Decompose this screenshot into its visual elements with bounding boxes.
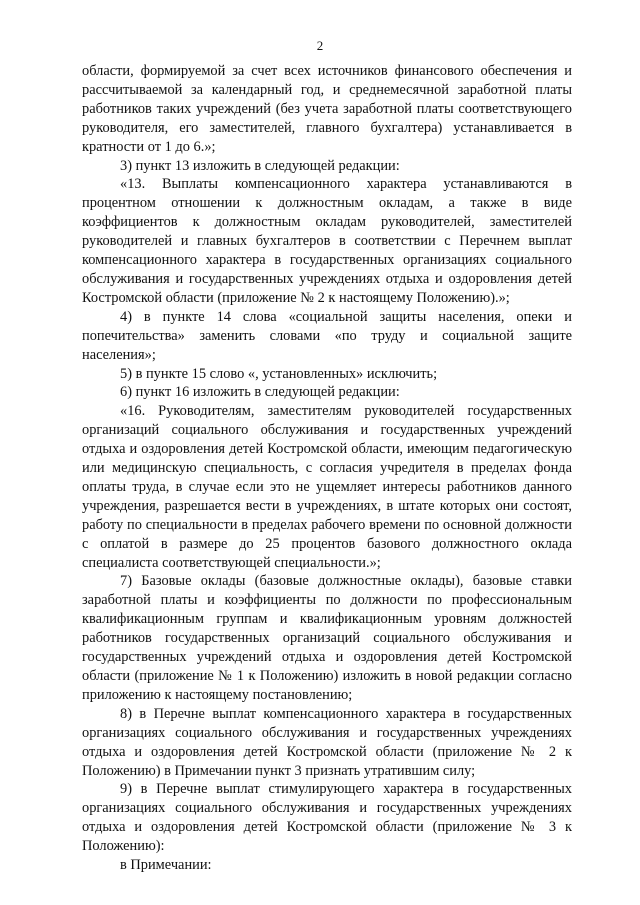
paragraph-clause-13: «13. Выплаты компенсационного характера устанавливаются в процентном отношении к должностным окладам, а также в виде коэффициентов к должностным окладам руководителей, заместителей руководителей и главных бухгалтеров в соответствии с Перечнем выплат компенсационного характера в государственных организациях социального обслуживания и государственных учреждениях отдыха и оздоровления детей Костромской области (приложение № 2 к настоящему Положению).»; <box>82 176 572 306</box>
paragraph-item-8: 8) в Перечне выплат компенсационного характера в государственных организациях социального обслуживания и государственных учреждениях отдыха и оздоровления детей Костромской области (приложение № 2 к Положению) в Примечании пункт 3 признать утратившим силу; <box>82 705 572 779</box>
document-body <box>82 62 572 875</box>
paragraph-item-6: 6) пункт 16 изложить в следующей редакции: <box>120 384 400 401</box>
paragraph-item-9: 9) в Перечне выплат стимулирующего характера в государственных организациях социального обслуживания и государственных учреждениях отдыха и оздоровления детей Костромской области (приложение № 3 к Положению): <box>82 781 572 855</box>
paragraph-item-4: 4) в пункте 14 слова «социальной защиты населения, опеки и попечительства» заменить словами «по труду и социальной защите населения»; <box>82 308 572 363</box>
paragraph-continuation: области, формируемой за счет всех источников финансового обеспечения и рассчитываемой за календарный год, и среднемесячной заработной платы работников таких учреждений (без учета заработной платы соответствующего руководителя, его заместителей, главного бухгалтера) устанавливается в кратности от 1 до 6.»; <box>82 63 572 155</box>
paragraph-clause-16: «16. Руководителям, заместителям руководителей государственных организаций социального обслуживания и государственных учреждений отдыха и оздоровления детей Костромской области, имеющим педагогическую или медицинскую специальность, с согласия учредителя в пределах фонда оплаты труда, в случае если это не ущемляет интересы работников данного учреждения, разрешается вести в учреждениях, в штате которых они состоят, работу по специальности в пределах рабочего времени по основной должности с оплатой в размере до 25 процентов базового должностного оклада специалиста соответствующей специальности.»; <box>82 403 572 571</box>
page-number: 2 <box>316 38 324 53</box>
paragraph-item-3: 3) пункт 13 изложить в следующей редакции: <box>120 157 400 174</box>
paragraph-note-heading: в Примечании: <box>120 857 212 874</box>
paragraph-item-7: 7) Базовые оклады (базовые должностные оклады), базовые ставки заработной платы и коэффициенты по должности по профессиональным квалификационным группам и квалификационным уровням должностей работников государственных организаций социального обслуживания и государственных учреждений отдыха и оздоровления детей Костромской области (приложение № 1 к Положению) изложить в новой редакции согласно приложению к настоящему постановлению; <box>82 573 572 703</box>
paragraph-item-5: 5) в пункте 15 слово «, установленных» исключить; <box>120 365 438 382</box>
